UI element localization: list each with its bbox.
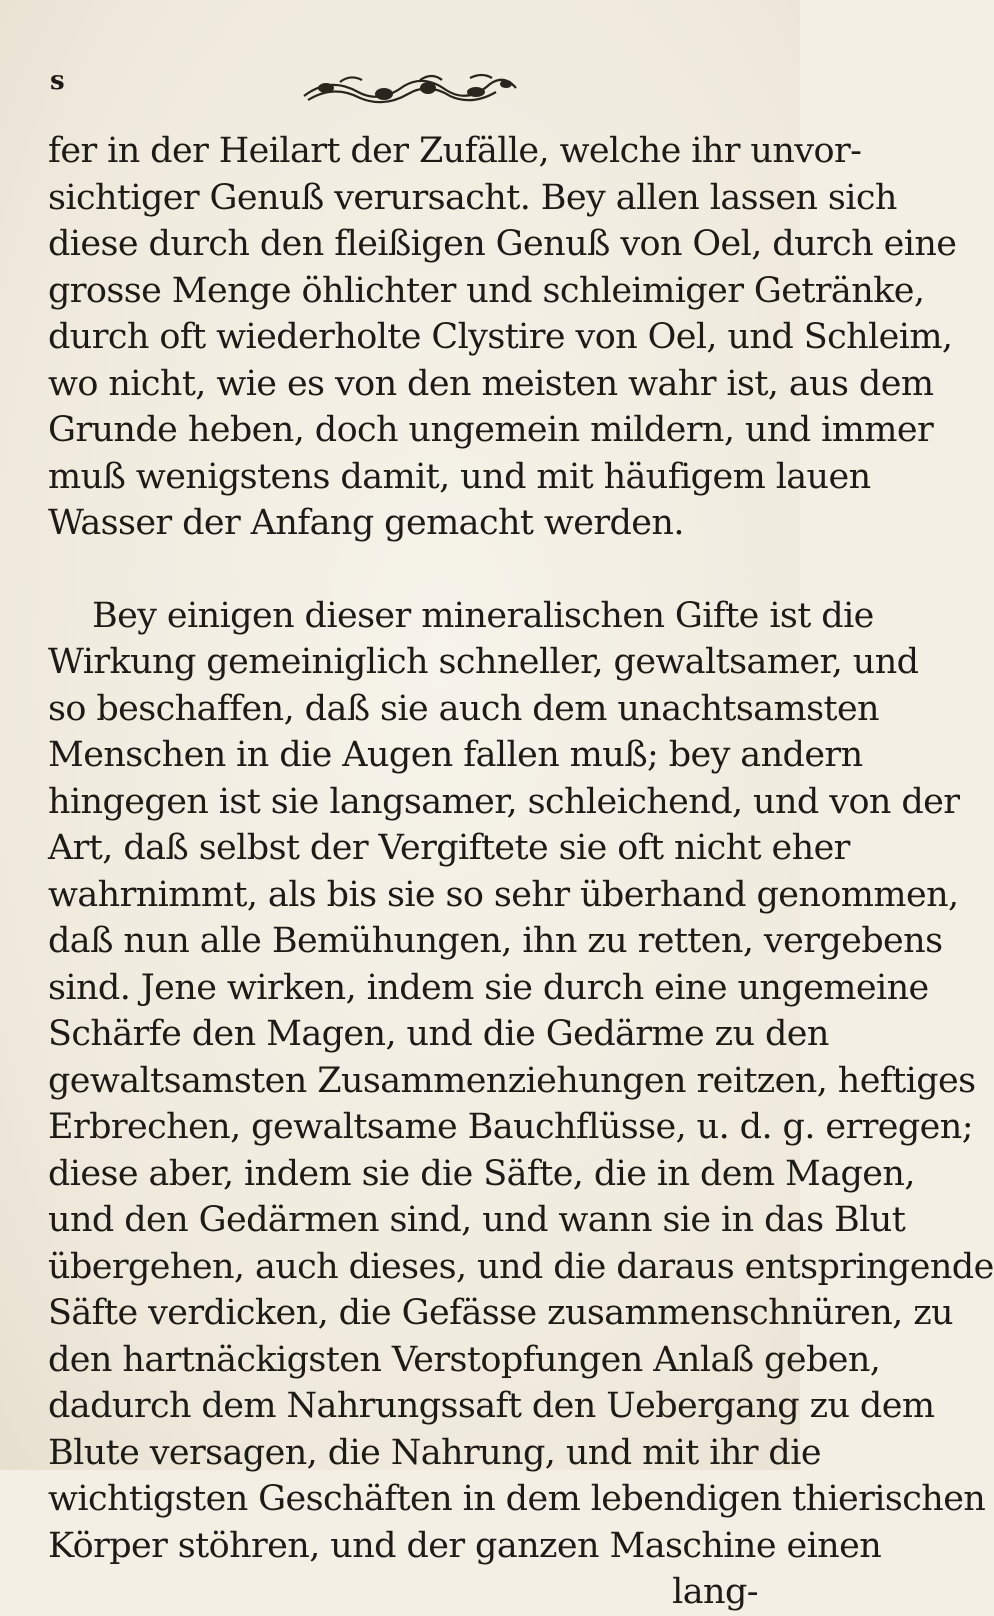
text-line: Säfte verdicken, die Gefässe zusammenschnüren, zu xyxy=(48,1293,953,1333)
text-line: durch oft wiederholte Clystire von Oel, und Schleim, xyxy=(48,317,953,357)
text-line: sind. Jene wirken, indem sie durch eine ungemeine xyxy=(48,967,929,1008)
body-text xyxy=(48,128,994,1616)
text-line: wahrnimmt, als bis sie so sehr überhand genommen, xyxy=(48,874,959,915)
signature-mark: s xyxy=(50,66,65,96)
text-line: Wirkung gemeiniglich schneller, gewaltsamer, und xyxy=(48,642,919,682)
paragraph-gap xyxy=(48,547,768,593)
text-line: Erbrechen, gewaltsame Bauchflüsse, u. d. g. erregen; xyxy=(48,1107,973,1147)
text-line: dadurch dem Nahrungssaft den Uebergang zu dem xyxy=(48,1386,935,1426)
text-line: Menschen in die Augen fallen muß; bey andern xyxy=(48,735,863,775)
text-line: diese durch den fleißigen Genuß von Oel, durch eine xyxy=(48,224,957,264)
text-line: Blute versagen, die Nahrung, und mit ihr die xyxy=(48,1432,821,1473)
text-line: Körper stöhren, und der ganzen Maschine einen xyxy=(48,1525,882,1566)
text-line: diese aber, indem sie die Säfte, die in dem Magen, xyxy=(48,1153,915,1194)
text-line: übergehen, auch dieses, und die daraus entspringende xyxy=(48,1246,994,1287)
text-line: so beschaffen, daß sie auch dem unachtsamsten xyxy=(48,688,879,729)
text-line: Schärfe den Magen, und die Gedärme zu den xyxy=(48,1014,829,1054)
text-line: wo nicht, wie es von den meisten wahr ist, aus dem xyxy=(48,363,934,404)
text-line: Wasser der Anfang gemacht werden. xyxy=(48,503,684,543)
text-line: muß wenigstens damit, und mit häufigem lauen xyxy=(48,456,871,497)
text-line: grosse Menge öhlichter und schleimiger Getränke, xyxy=(48,270,925,311)
text-line: den hartnäckigsten Verstopfungen Anlaß geben, xyxy=(48,1339,881,1380)
text-line: gewaltsamsten Zusammenziehungen reitzen, heftiges xyxy=(48,1060,976,1101)
text-line: wichtigsten Geschäften in dem lebendigen thierischen xyxy=(48,1479,986,1519)
text-line: hingegen ist sie langsamer, schleichend, und von der xyxy=(48,781,960,822)
text-line: und den Gedärmen sind, und wann sie in das Blut xyxy=(48,1200,906,1240)
text-line: fer in der Heilart der Zufälle, welche ihr unvor- xyxy=(48,131,862,171)
headpiece-ornament-icon xyxy=(300,72,520,108)
text-line: daß nun alle Bemühungen, ihn zu retten, vergebens xyxy=(48,921,943,961)
text-line: Bey einigen dieser mineralischen Gifte ist die xyxy=(92,595,874,636)
text-line: sichtiger Genuß verursacht. Bey allen lassen sich xyxy=(48,177,897,218)
text-line: Grunde heben, doch ungemein mildern, und immer xyxy=(48,410,934,450)
catchword: lang- xyxy=(672,1572,758,1612)
text-line: Art, daß selbst der Vergiftete sie oft nicht eher xyxy=(48,828,850,868)
